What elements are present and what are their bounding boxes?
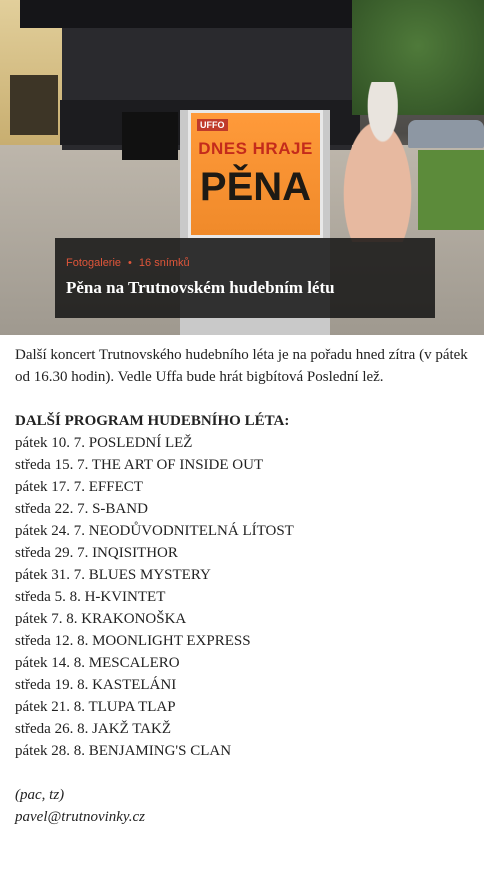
sign-logo: UFFO <box>197 119 228 131</box>
gallery-photo[interactable] <box>0 0 484 335</box>
program-heading: DALŠÍ PROGRAM HUDEBNÍHO LÉTA: <box>15 413 290 429</box>
photo-speaker <box>150 112 178 160</box>
program-item: středa 29. 7. INQISITHOR <box>15 545 178 561</box>
article-signature <box>15 784 470 828</box>
photo-speaker <box>122 112 150 160</box>
gallery-category-link[interactable]: Fotogalerie <box>66 257 122 269</box>
program-item: pátek 28. 8. BENJAMING'S CLAN <box>15 743 232 759</box>
program-item: středa 12. 8. MOONLIGHT EXPRESS <box>15 633 251 649</box>
gallery-caption[interactable] <box>55 238 435 318</box>
sign-text-top: DNES HRAJE <box>198 139 313 158</box>
photo-sign <box>188 110 323 238</box>
program-item: pátek 31. 7. BLUES MYSTERY <box>15 567 211 583</box>
author-email-link[interactable]: pavel@trutnovinky.cz <box>15 809 146 825</box>
program-item: středa 26. 8. JAKŽ TAKŽ <box>15 721 171 737</box>
program-item: pátek 10. 7. POSLEDNÍ LEŽ <box>15 435 193 451</box>
program-item: středa 22. 7. S-BAND <box>15 501 148 517</box>
program-item: pátek 7. 8. KRAKONOŠKA <box>15 611 187 627</box>
program-list <box>15 432 470 762</box>
program-item: pátek 24. 7. NEODŮVODNITELNÁ LÍTOST <box>15 523 294 539</box>
gallery-photo-count: 16 snímků <box>138 257 190 269</box>
gallery-meta <box>66 257 435 269</box>
photo-person <box>325 82 430 242</box>
program-item: středa 5. 8. H-KVINTET <box>15 589 166 605</box>
sign-text-main: PĚNA <box>199 165 312 209</box>
author-initials: (pac, tz) <box>15 787 65 803</box>
separator-dot: • <box>128 257 132 269</box>
program-item: středa 15. 7. THE ART OF INSIDE OUT <box>15 457 264 473</box>
program-item: pátek 21. 8. TLUPA TLAP <box>15 699 176 715</box>
article-body <box>0 335 484 828</box>
program-item: pátek 14. 8. MESCALERO <box>15 655 180 671</box>
photo-stage-roof <box>20 0 360 28</box>
program-item: pátek 17. 7. EFFECT <box>15 479 143 495</box>
gallery-title-link[interactable]: Pěna na Trutnovském hudebním létu <box>66 278 335 297</box>
program-item: středa 19. 8. KASTELÁNI <box>15 677 177 693</box>
article-intro: Další koncert Trutnovského hudebního léta je na pořadu hned zítra (v pátek od 16.30 hodin). Vedle Uffa bude hrát bigbítová Poslední lež. <box>15 347 468 385</box>
